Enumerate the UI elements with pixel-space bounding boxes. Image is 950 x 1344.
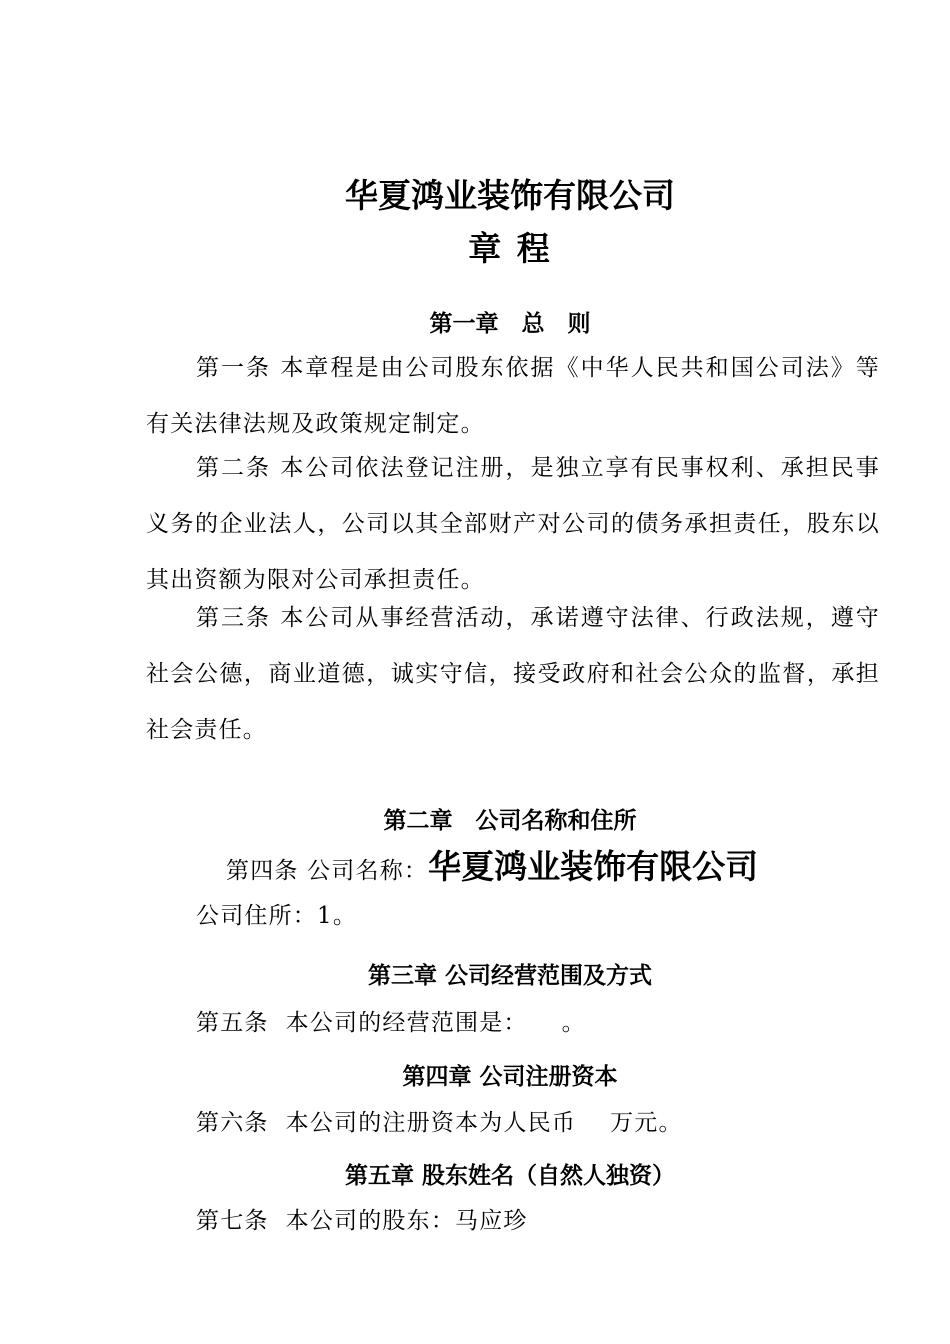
chapter-5-heading: 第五章 股东姓名（自然人独资） — [344, 1163, 675, 1189]
document-subtitle: 章 程 — [468, 229, 552, 268]
chapter-4-heading: 第四章 公司注册资本 — [402, 1064, 618, 1090]
company-name: 华夏鸿业装饰有限公司 — [428, 847, 759, 886]
article-3: 第三条 本公司从事经营活动，承诺遵守法律、行政法规，遵守社会公德，商业道德，诚实守信，接受政府和社会公众的监督，承担社会责任。 — [146, 605, 880, 743]
article-1: 第一条 本章程是由公司股东依据《中华人民共和国公司法》等有关法律法规及政策规定制定。 — [146, 355, 880, 437]
document-title: 华夏鸿业装饰有限公司 — [345, 176, 675, 215]
chapter-1-heading: 第一章 总 则 — [429, 311, 591, 337]
article-7: 第七条 本公司的股东：马应珍 — [196, 1208, 528, 1234]
article-4-label: 第四条 公司名称： — [226, 858, 429, 884]
article-5: 第五条 本公司的经营范围是： 。 — [196, 1010, 586, 1036]
company-address: 公司住所：1。 — [196, 903, 358, 929]
article-6: 第六条 本公司的注册资本为人民币 万元。 — [196, 1110, 683, 1136]
chapter-3-heading: 第三章 公司经营范围及方式 — [367, 963, 652, 989]
article-2: 第二条 本公司依法登记注册，是独立享有民事权利、承担民事义务的企业法人，公司以其全部财产对公司的债务承担责任，股东以其出资额为限对公司承担责任。 — [146, 455, 880, 593]
chapter-2-heading: 第二章 公司名称和住所 — [383, 808, 637, 834]
